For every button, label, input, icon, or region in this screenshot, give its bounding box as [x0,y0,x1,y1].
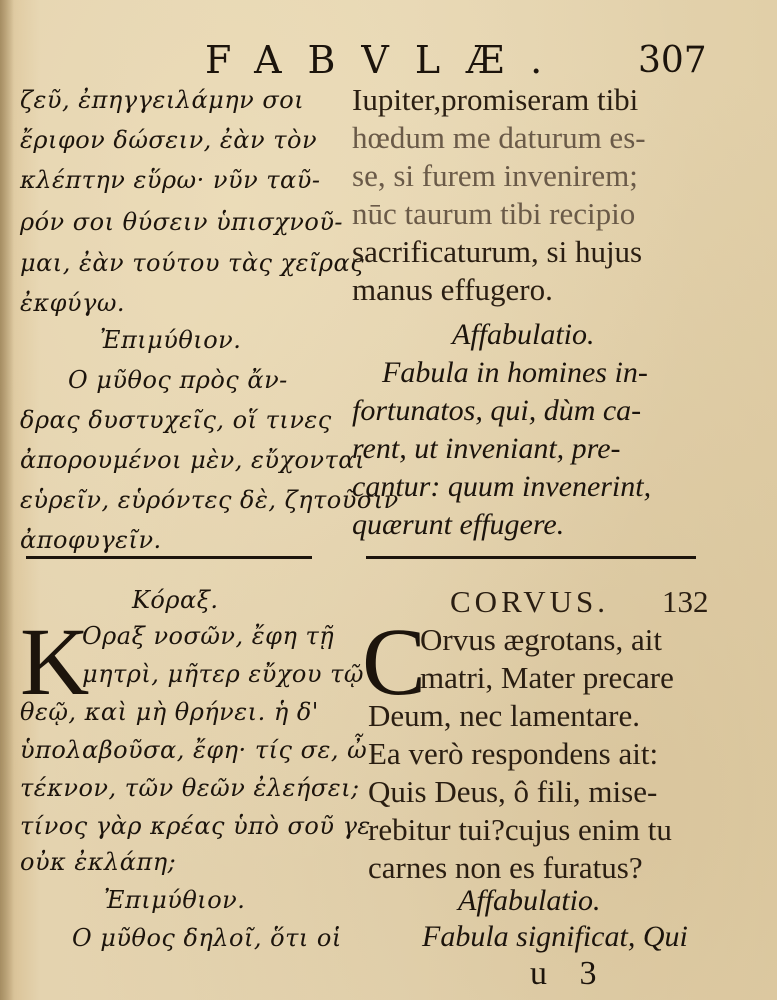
latin-line: Quis Deus, ô fili, mise- [368,774,658,809]
running-header [0,38,777,88]
latin-line: manus effugero. [352,272,553,307]
epimythion-heading: Ἐπιμύθιον. [104,886,246,914]
signature-mark: u 3 [530,955,609,992]
page-number: 307 [638,40,707,81]
greek-fable-korax [20,586,371,966]
moral-line: fortunatos, qui, dùm ca- [352,394,642,427]
greek-line: μαι, ἐὰν τούτου τὰς χεῖρας [20,249,365,277]
latin-fable-continuation [352,82,747,552]
greek-line: θεῷ, καὶ μὴ θρήνει. ἡ δ' [20,698,319,726]
binding-gutter-shadow [0,0,14,1000]
greek-fable-continuation [20,86,399,556]
moral-line: ἀποφυγεῖν. [20,526,162,554]
greek-line: ὑπολαβοῦσα, ἔφη· τίς σε, ὦ [20,736,368,764]
section-rule-right [366,556,696,559]
latin-line: Orvus ægrotans, ait [420,622,662,657]
fable-number: 132 [662,584,709,619]
moral-line: ἀπορουμένοι μὲν, εὔχονται [20,446,365,474]
moral-line: Ο μῦθος πρὸς ἄν- [68,366,288,394]
moral-line: Fabula in homines in- [382,356,648,389]
moral-line: εὑρεῖν, εὑρόντες δὲ, ζητοῦσιν [20,486,399,514]
latin-line: carnes non es furatus? [368,850,643,885]
dropcap-c: C [362,608,427,715]
affabulatio-heading: Affabulatio. [452,318,595,351]
affabulatio-heading: Affabulatio. [458,884,601,917]
latin-line: nūc taurum tibi recipio [352,196,636,231]
section-rule-left [26,556,312,559]
dropcap-k: K [20,608,90,715]
greek-line: τίνος γὰρ κρέας ὑπὸ σοῦ γε [20,812,371,840]
moral-line: quærunt effugere. [352,508,565,541]
greek-line: ρόν σοι θύσειν ὑπισχνοῦ- [20,208,344,236]
latin-line: se, si furem invenirem; [352,158,638,193]
greek-line: Ορaξ νοσῶν, ἔφη τῇ [82,622,335,650]
greek-line: κλέπτην εὕρω· νῦν ταῦ- [20,166,321,194]
latin-line: Deum, nec lamentare. [368,698,640,733]
latin-line: rebitur tui?cujus enim tu [368,812,672,847]
greek-line: ζεῦ, ἐπηγγειλάμην σοι [20,86,305,114]
moral-line: Fabula significat, Qui [422,920,688,953]
moral-line: cantur: quum invenerint, [352,470,652,503]
latin-fable-corvus [352,584,747,964]
latin-line: Iupiter,promiseram tibi [352,82,639,117]
greek-line: οὐκ ἐκλάπη; [20,848,177,876]
moral-line: δρας δυστυχεῖς, οἵ τινες [20,406,332,434]
running-title: FABVLÆ. [205,38,569,82]
fable-title-latin: CORVUS. [450,584,610,619]
latin-line: Ea verò respondens ait: [368,736,659,771]
epimythion-heading: Ἐπιμύθιον. [100,326,242,354]
moral-line: rent, ut inveniant, pre- [352,432,621,465]
greek-line: μητρὶ, μῆτερ εὔχου τῷ [82,660,364,688]
latin-line: matri, Mater precare [420,660,674,695]
moral-line: Ο μῦθος δηλοῖ, ὅτι οἱ [72,924,342,952]
fable-title-greek: Κόραξ. [132,586,219,614]
greek-line: ἐκφύγω. [20,289,126,317]
greek-line: ἔριφον δώσειν, ἐὰν τὸν [20,126,318,154]
latin-line: hœdum me daturum es- [352,120,646,155]
latin-line: sacrificaturum, si hujus [352,234,643,269]
greek-line: τέκνον, τῶν θεῶν ἐλεήσει; [20,774,360,802]
